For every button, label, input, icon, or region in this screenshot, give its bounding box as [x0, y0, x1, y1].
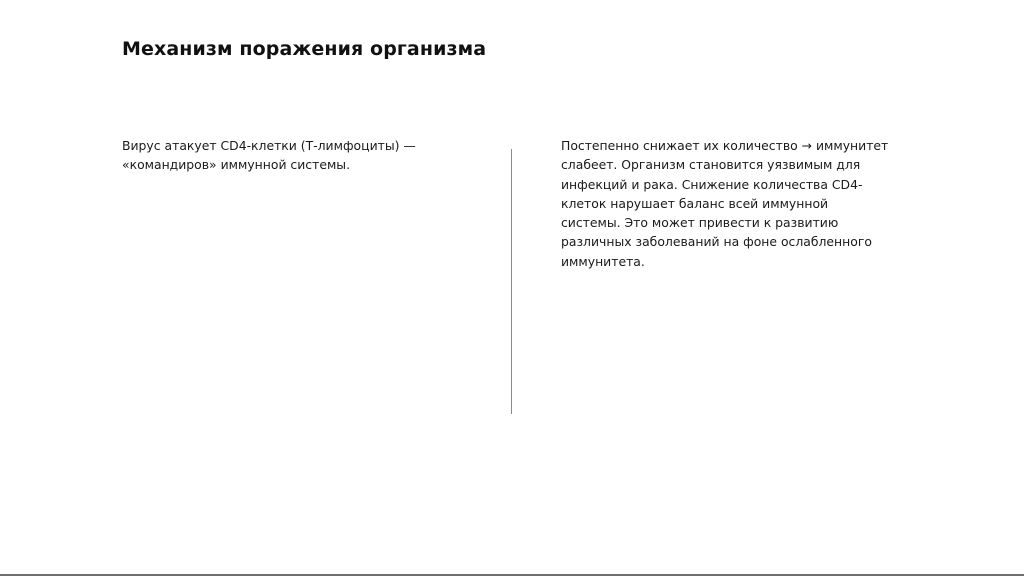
- left-column-text: Вирус атакует CD4-клетки (Т-лимфоциты) — «командиров» иммунной системы.: [122, 138, 416, 173]
- slide-title: Механизм поражения организма: [122, 38, 487, 60]
- column-divider: [511, 149, 512, 414]
- right-column-text: Постепенно снижает их количество → иммунитет слабеет. Организм становится уязвимым для инфекций и рака. Снижение количества CD4-клеток нарушает баланс всей иммунной системы. Это может привести к развитию различных заболеваний на фоне ослабленного иммунитета.: [561, 138, 889, 269]
